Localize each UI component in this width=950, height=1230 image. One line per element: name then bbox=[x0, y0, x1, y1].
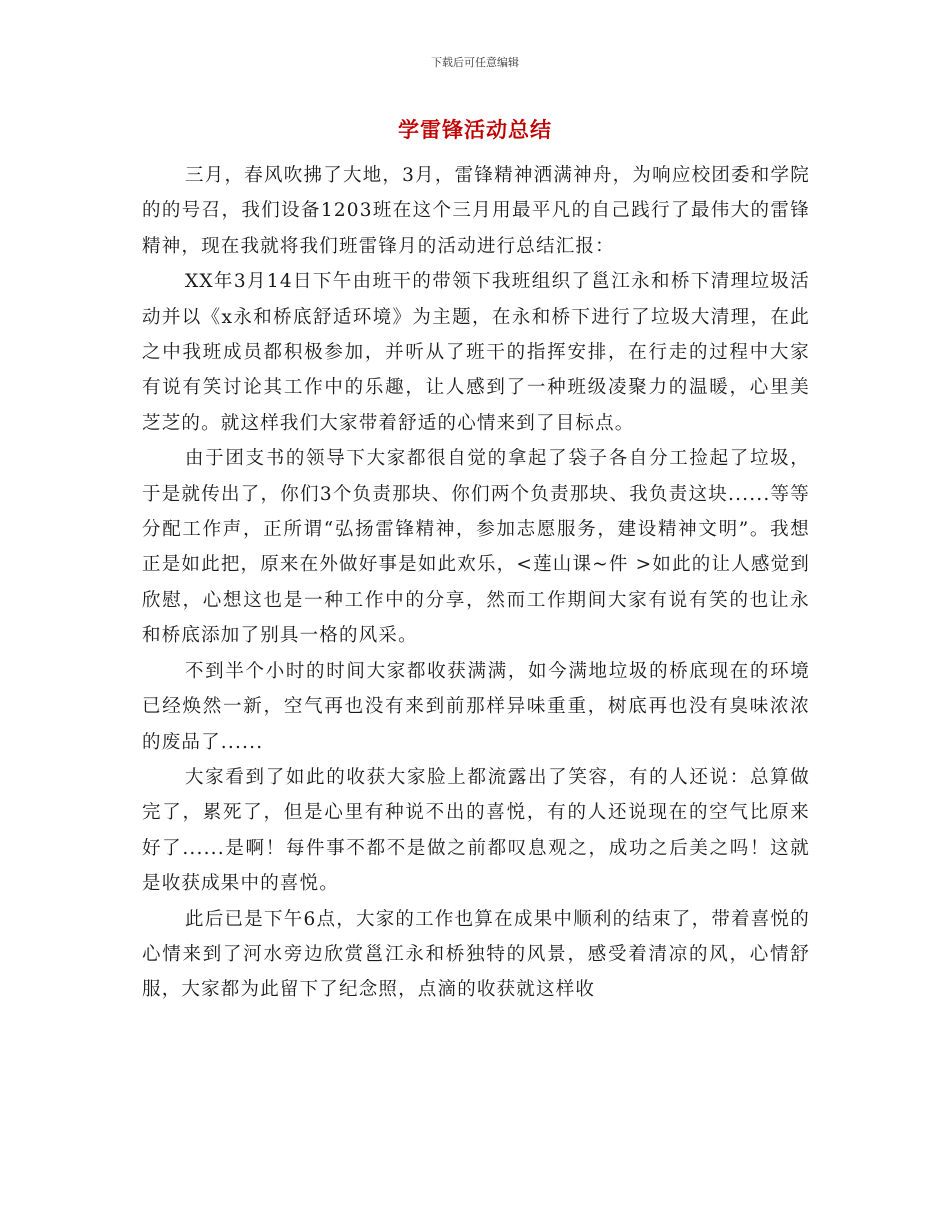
paragraph-ending: 此后已是下午6点，大家的工作也算在成果中顺利的结束了，带着喜悦的心情来到了河水旁边欣赏邕江永和桥独特的风景，感受着清凉的风，心情舒服，大家都为此留下了纪念照，点滴的收获就这样收 bbox=[142, 908, 810, 1001]
document-title: 学雷锋活动总结 bbox=[398, 118, 552, 142]
header-note: 下载后可任意编辑 bbox=[431, 56, 519, 69]
document-body bbox=[142, 158, 810, 1008]
paragraph-feelings: 大家看到了如此的收获大家脸上都流露出了笑容，有的人还说：总算做完了，累死了，但是心里有种说不出的喜悦，有的人还说现在的空气比原来好了......是啊！每件事不都不是做之前都叹息观之，成功之后美之吗！这就是收获成果中的喜悦。 bbox=[142, 766, 810, 895]
paragraph-intro: 三月，春风吹拂了大地，3月，雷锋精神洒满神舟，为响应校团委和学院的的号召，我们设备1203班在这个三月用最平凡的自己践行了最伟大的雷锋精神，现在我就将我们班雷锋月的活动进行总结汇报： bbox=[142, 165, 810, 257]
paragraph-activity: XX年3月14日下午由班干的带领下我班组织了邕江永和桥下清理垃圾活动并以《x永和桥底舒适环境》为主题，在永和桥下进行了垃圾大清理，在此之中我班成员都积极参加，并听从了班干的指挥安排，在行走的过程中大家有说有笑讨论其工作中的乐趣，让人感到了一种班级凌聚力的温暖，心里美芝芝的。就这样我们大家带着舒适的心情来到了目标点。 bbox=[142, 271, 810, 434]
paragraph-result: 不到半个小时的时间大家都收获满满，如今满地垃圾的桥底现在的环境已经焕然一新，空气再也没有来到前那样异味重重，树底再也没有臭味浓浓的废品了...... bbox=[142, 660, 810, 753]
paragraph-teamwork: 由于团支书的领导下大家都很自觉的拿起了袋子各自分工捡起了垃圾，于是就传出了，你们3个负责那块、你们两个负责那块、我负责这块......等等分配工作声，正所谓“弘扬雷锋精神，参加志愿服务，建设精神文明”。我想正是如此把，原来在外做好事是如此欢乐，<莲山课~件 >如此的让人感觉到欣慰，心想这也是一种工作中的分享，然而工作期间大家有说有笑的也让永和桥底添加了别具一格的风采。 bbox=[142, 448, 810, 647]
